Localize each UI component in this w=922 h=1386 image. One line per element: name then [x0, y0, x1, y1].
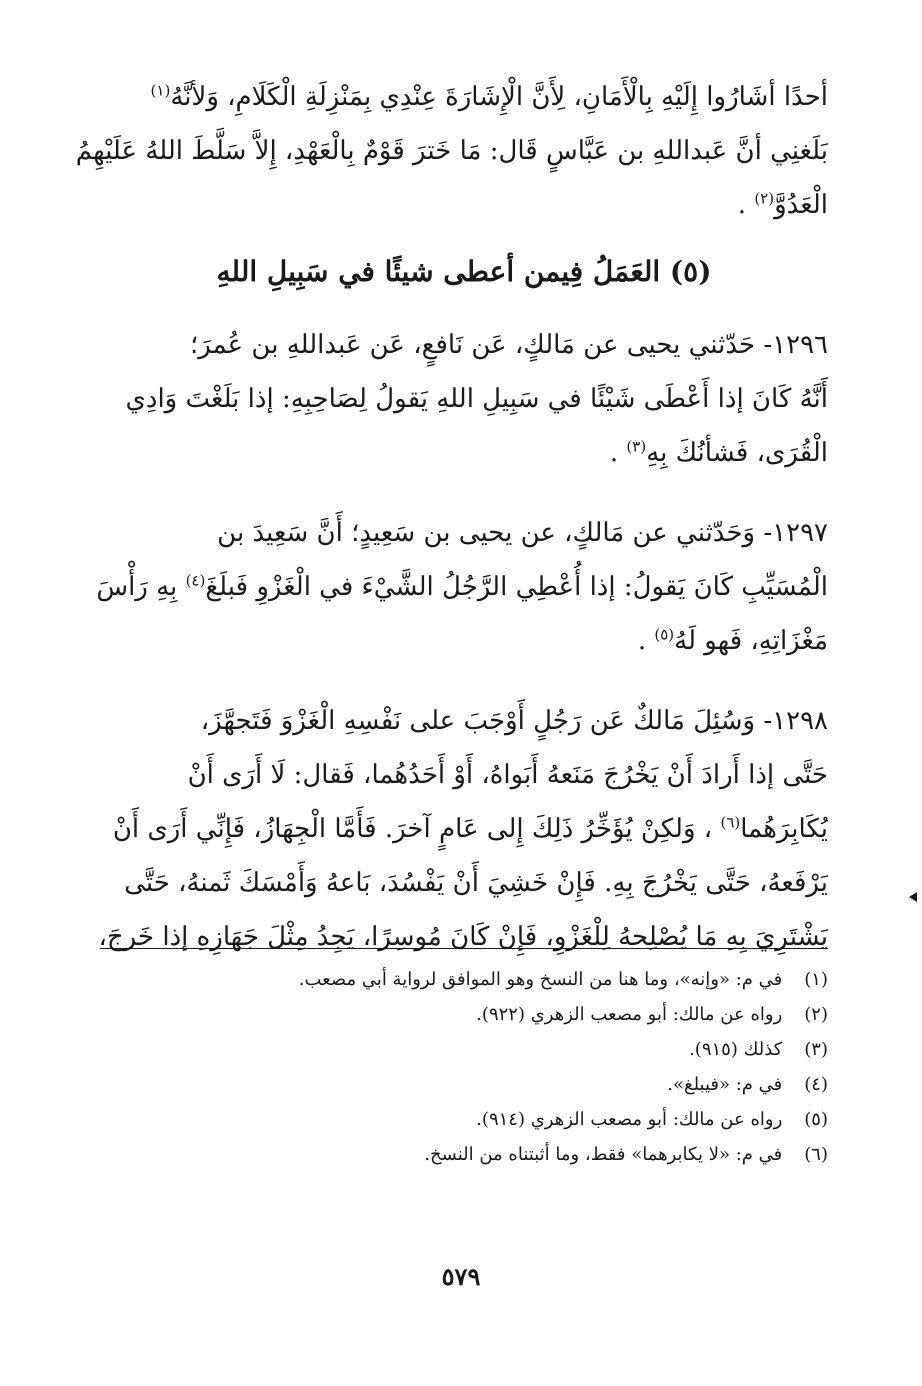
footnote-text: رواه عن مالك: أبو مصعب الزهري (٩١٤). [476, 1109, 783, 1130]
footnote [100, 997, 828, 1032]
section-heading: (٥) العَمَلُ فِيمن أعطى شيئًا في سَبِيلِ اللهِ [216, 255, 712, 288]
footnote-text: في م: «فيبلغ». [667, 1074, 783, 1095]
footnote-number: (١) [804, 969, 828, 990]
text-line: ١٢٩٦- حَدّثني يحيى عن مَالكٍ، عَن نَافعٍ، عَن عَبداللهِ بن عُمرَ؛ [190, 330, 828, 360]
text-line [100, 70, 828, 124]
text-line [100, 178, 828, 232]
text-segment: الْقُرَى، فَشأنُكَ بِهِ [646, 438, 828, 468]
text-segment: . [737, 190, 755, 220]
text-line [100, 802, 828, 856]
text-line [96, 560, 828, 614]
text-segment: ، وَلكِنْ يُؤَخِّرُ ذَلِكَ إِلى عَامٍ آخرَ. فَأَمَّا الْجِهَازُ، فَإِنِّي أَرَى أَنْ [112, 814, 721, 844]
footnote-number: (٥) [804, 1109, 828, 1130]
footnote-ref: (٤) [185, 571, 206, 590]
text-segment: مَغْزَاتِهِ، فَهو لَهُ [674, 626, 828, 656]
text-line: يَرْفَعهُ، حَتَّى يَخْرُجَ بِهِ. فَإِنْ خَشِيَ أَنْ يَفْسُدَ، بَاعهُ وَأَمْسَكَ ثَمنهُ، حَتَّى [124, 868, 828, 898]
text-line: حَتَّى إذا أَرادَ أَنْ يَخْرُجَ مَنَعهُ أَبَواهُ، أَوْ أَحَدُهُما، فَقال: لَا أَرَى أَنْ [187, 760, 828, 790]
hadith-1296 [100, 318, 828, 480]
footnote-ref: (٥) [654, 625, 675, 644]
footnote-number: (٦) [804, 1144, 828, 1165]
footnote-ref: (٣) [626, 437, 647, 456]
footnote-separator [100, 948, 828, 949]
footnote [100, 1137, 828, 1172]
footnote-text: في م: «لا يكابرهما» فقط، وما أثبتناه من النسخ. [424, 1144, 783, 1165]
footnote-number: (٤) [804, 1074, 828, 1095]
footnote-number: (٣) [804, 1039, 828, 1060]
footnote-ref: (١) [150, 81, 171, 100]
text-line: يَشْتَرِيَ بِهِ مَا يُصْلِحهُ لِلْغَزْوِ، فَإِنْ كَانَ مُوسِرًا، يَجِدُ مِثْلَ جَهَازِهِ إذا خَرجَ، [98, 922, 828, 952]
text-segment: بِهِ رَأْسَ [96, 572, 186, 602]
text-line: ١٢٩٨- وَسُئِلَ مَالكٌ عَن رَجُلٍ أَوْجَبَ على نَفْسِهِ الْغَزْوَ فَتَجهَّزَ، [200, 706, 828, 736]
text-line: أَنَّهُ كَانَ إذا أَعْطَى شَيْئًا في سَبِيلِ اللهِ يَقولُ لِصَاحِبِهِ: إذا بَلَغْتَ وَادِي [125, 384, 828, 414]
paragraph-gap [100, 480, 828, 506]
hadith-1297 [96, 506, 828, 668]
footnote [100, 1032, 828, 1067]
main-text [75, 70, 828, 964]
text-segment: الْمُسَيِّبِ كَانَ يَقولُ: إذا أُعْطِي الرَّجُلُ الشَّيْءَ في الْغَزْوِ فَبلَغَ [205, 572, 828, 602]
text-segment: يُكَابِرَهُما [740, 814, 828, 844]
text-segment: أحدًا أشَارُوا إِلَيْهِ بِالْأَمَانِ، لِأَنَّ الْإِشَارَةَ عِنْدِي بِمَنْزِلَةِ الْكَلَامِ، وَلأنَّهُ [170, 82, 828, 112]
hadith-1298 [100, 694, 828, 964]
paragraph-gap [100, 668, 828, 694]
text-line [100, 614, 828, 668]
text-line: بَلَغنِي أنَّ عَبداللهِ بن عَبَّاسٍ قَال: مَا خَترَ قَوْمٌ بِالْعَهْدِ، إِلاَّ سَلَّطَ اللهُ عَلَيْهِمُ [75, 136, 828, 166]
footnote [100, 1067, 828, 1102]
footnotes [100, 962, 828, 1172]
footnote-text: كذلك (٩١٥). [689, 1039, 783, 1060]
text-segment: الْعَدُوَّ [774, 190, 828, 220]
page-number: ٥٧٩ [441, 1262, 481, 1291]
intro-paragraph [75, 70, 828, 232]
footnote-text: في م: «وإنه»، وما هنا من النسخ وهو الموافق لرواية أبي مصعب. [298, 969, 783, 990]
text-line: ١٢٩٧- وَحَدّثني عن مَالكٍ، عن يحيى بن سَعِيدٍ؛ أَنَّ سَعِيدَ بن [217, 518, 828, 548]
footnote-ref: (٦) [720, 813, 741, 832]
footnote-number: (٢) [804, 1004, 828, 1025]
footnote [100, 1102, 828, 1137]
footnote [100, 962, 828, 997]
footnote-ref: (٢) [754, 189, 775, 208]
text-segment: . [609, 438, 627, 468]
text-line [100, 426, 828, 480]
margin-arrow-icon [909, 892, 917, 902]
text-segment: . [637, 626, 655, 656]
footnote-text: رواه عن مالك: أبو مصعب الزهري (٩٢٢). [476, 1004, 783, 1025]
